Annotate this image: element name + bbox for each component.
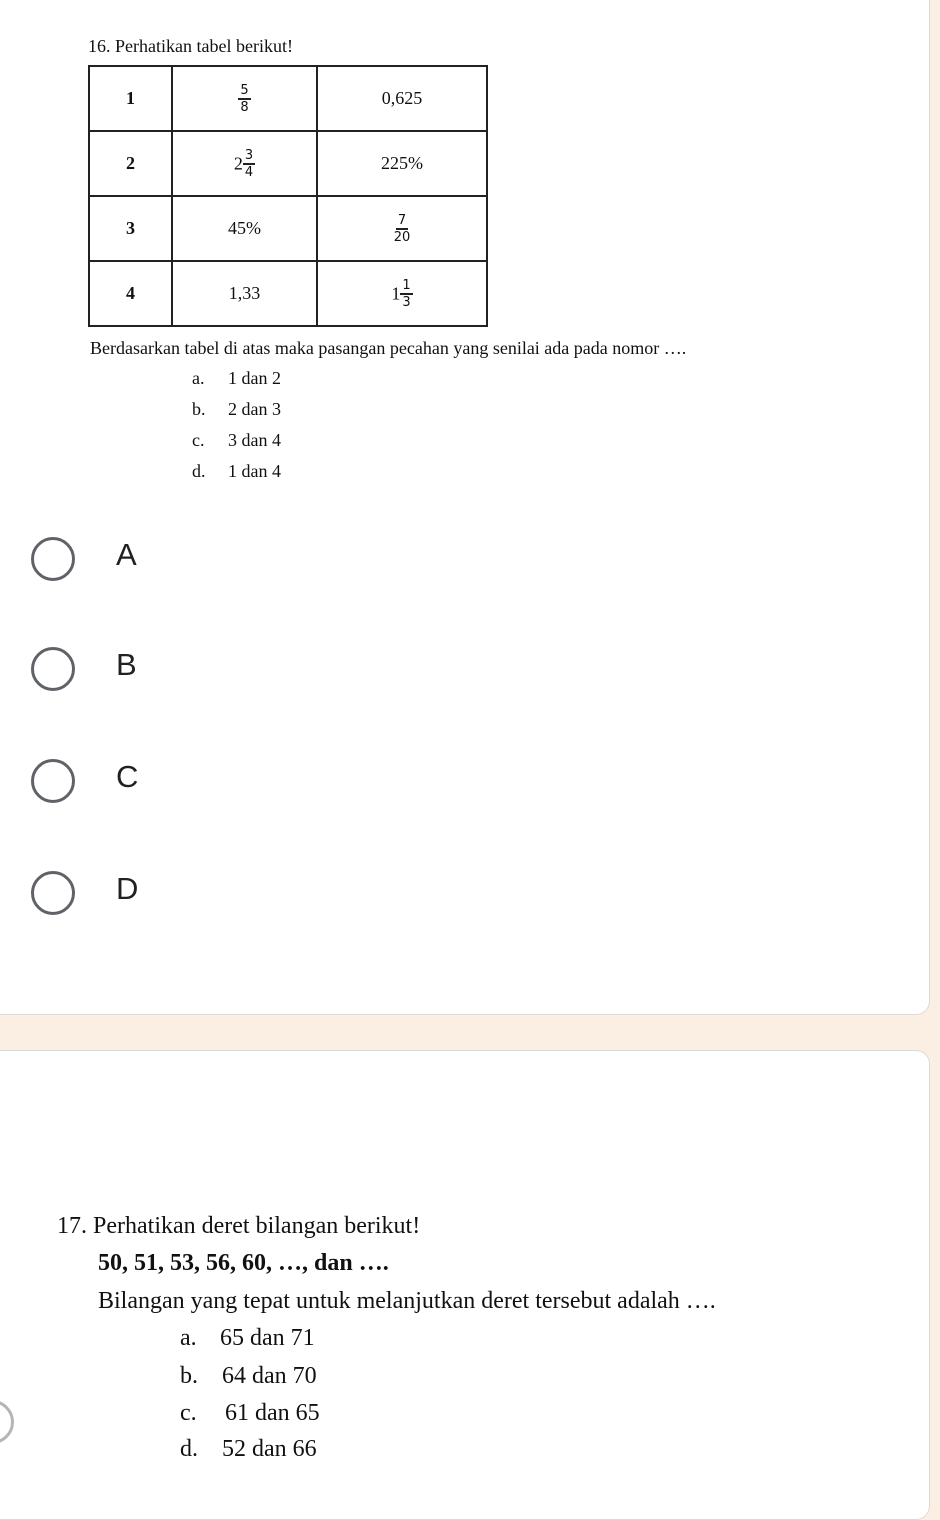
table-row (89, 196, 487, 261)
row-number: 2 (89, 131, 172, 196)
radio-choice-d[interactable] (31, 871, 75, 915)
option-letter: b. (192, 399, 206, 419)
table-row (89, 261, 487, 326)
radio-choice-b[interactable] (31, 647, 75, 691)
choice-label-d[interactable]: D (116, 871, 139, 906)
question-16-text: Berdasarkan tabel di atas maka pasangan pecahan yang senilai ada pada nomor …. (90, 338, 687, 358)
value-cell: 0,625 (317, 66, 487, 131)
fraction-cell (172, 66, 317, 131)
whole-part: 1 (391, 283, 401, 303)
denominator: 4 (244, 164, 254, 180)
fraction-cell (172, 131, 317, 196)
value-cell: 225% (317, 131, 487, 196)
numerator: 7 (397, 212, 407, 228)
choice-label-a[interactable]: A (116, 537, 137, 572)
value-cell: 1,33 (172, 261, 317, 326)
option-letter: b. (180, 1363, 198, 1389)
option-text: 61 dan 65 (225, 1400, 320, 1426)
row-number: 4 (89, 261, 172, 326)
question-17-text: Bilangan yang tepat untuk melanjutkan deret tersebut adalah …. (98, 1288, 716, 1314)
row-number: 1 (89, 66, 172, 131)
numerator: 3 (244, 147, 254, 163)
fraction-table (88, 65, 488, 327)
denominator: 20 (393, 229, 411, 245)
question-17-card (0, 1050, 930, 1520)
row-number: 3 (89, 196, 172, 261)
option-text: 64 dan 70 (222, 1363, 317, 1389)
radio-choice-a[interactable] (31, 537, 75, 581)
value-cell: 45% (172, 196, 317, 261)
option-text: 1 dan 2 (228, 368, 281, 388)
radio-choice-c[interactable] (31, 759, 75, 803)
option-text: 3 dan 4 (228, 430, 281, 450)
table-row (89, 66, 487, 131)
option-letter: a. (180, 1325, 197, 1351)
whole-part: 2 (233, 153, 243, 173)
option-letter: c. (180, 1400, 197, 1426)
fraction-cell (317, 261, 487, 326)
denominator: 8 (240, 99, 249, 115)
option-text: 2 dan 3 (228, 399, 281, 419)
number-sequence: 50, 51, 53, 56, 60, …, dan …. (98, 1250, 389, 1276)
choice-label-b[interactable]: B (116, 647, 137, 682)
question-17-title: 17. Perhatikan deret bilangan berikut! (57, 1213, 421, 1239)
numerator: 5 (240, 82, 249, 98)
option-text: 1 dan 4 (228, 461, 281, 481)
option-text: 52 dan 66 (222, 1436, 317, 1462)
choice-label-c[interactable]: C (116, 759, 139, 794)
option-text: 65 dan 71 (220, 1325, 315, 1351)
option-letter: d. (180, 1436, 198, 1462)
fraction-cell (317, 196, 487, 261)
denominator: 3 (402, 294, 411, 310)
question-16-title: 16. Perhatikan tabel berikut! (88, 36, 293, 56)
option-letter: d. (192, 461, 206, 481)
table-row (89, 131, 487, 196)
numerator: 1 (402, 277, 411, 293)
option-letter: a. (192, 368, 205, 388)
option-letter: c. (192, 430, 205, 450)
